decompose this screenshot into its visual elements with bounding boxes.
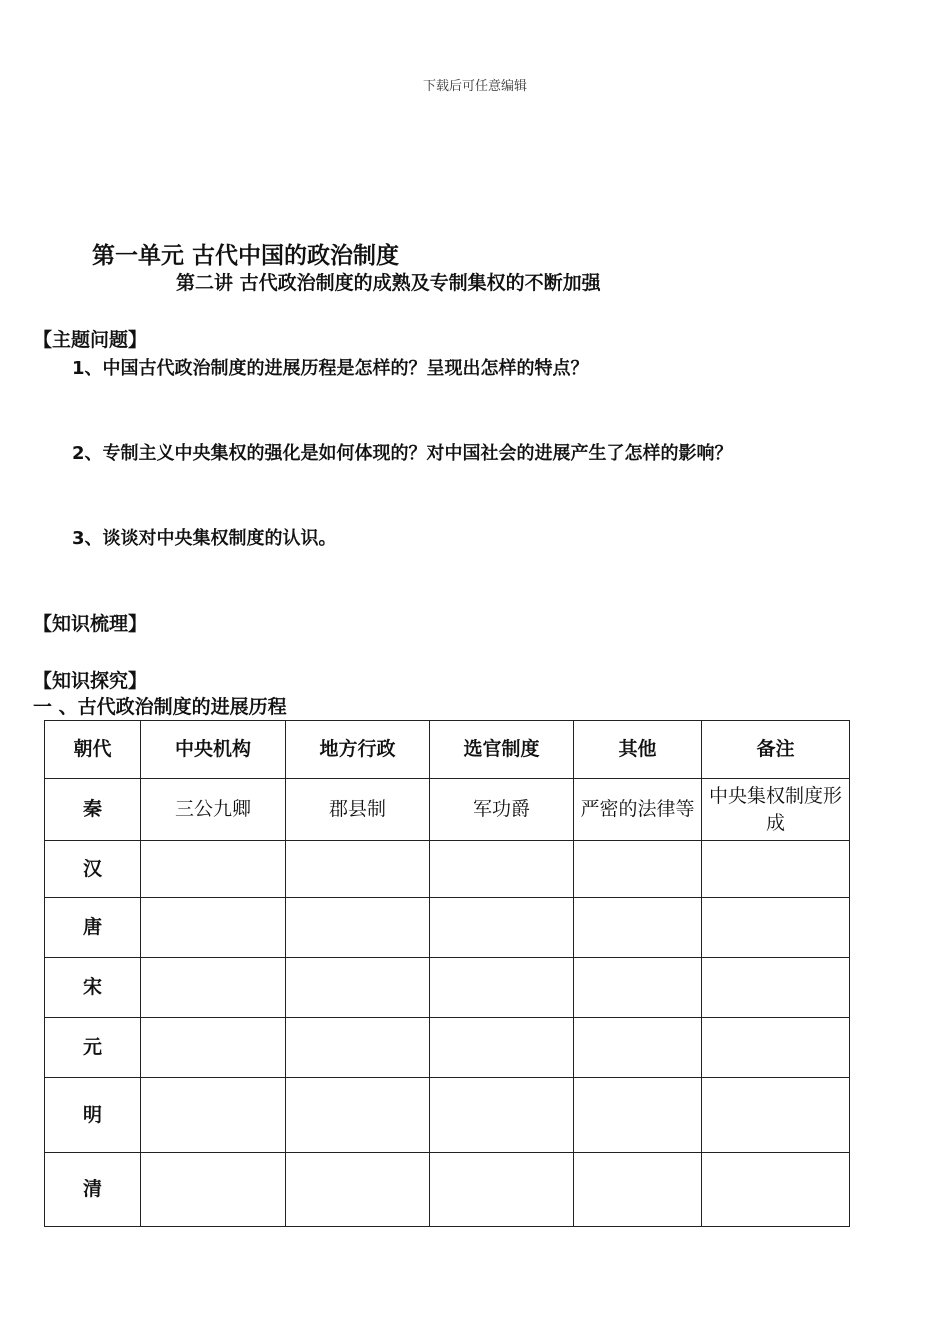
cell-local: [286, 1078, 430, 1153]
header-dynasty: 朝代: [45, 721, 141, 779]
cell-note: [702, 1078, 850, 1153]
cell-note: [702, 1153, 850, 1227]
political-system-table: [44, 720, 850, 1227]
lecture-title: 第二讲 古代政治制度的成熟及专制集权的不断加强: [176, 272, 601, 294]
cell-dynasty: 宋: [45, 958, 141, 1018]
cell-note: [702, 841, 850, 898]
cell-other: 严密的法律等: [574, 779, 702, 841]
cell-dynasty: 汉: [45, 841, 141, 898]
knowledge-review-heading: 【知识梳理】: [33, 613, 148, 635]
table-row: [45, 779, 850, 841]
question-3: 3、谈谈对中央集权制度的认识。: [72, 528, 337, 549]
cell-central: [141, 898, 286, 958]
cell-central: [141, 1153, 286, 1227]
cell-note: 中央集权制度形成: [702, 779, 850, 841]
cell-dynasty: 唐: [45, 898, 141, 958]
table-row: [45, 1078, 850, 1153]
question-2: 2、专制主义中央集权的强化是如何体现的？对中国社会的进展产生了怎样的影响？: [72, 443, 733, 464]
cell-note: [702, 958, 850, 1018]
cell-other: [574, 841, 702, 898]
cell-local: [286, 1153, 430, 1227]
header-note: 下载后可任意编辑: [422, 79, 527, 94]
cell-other: [574, 1018, 702, 1078]
cell-local: 郡县制: [286, 779, 430, 841]
cell-central: [141, 841, 286, 898]
cell-dynasty: 明: [45, 1078, 141, 1153]
header-note: 备注: [702, 721, 850, 779]
cell-selection: [430, 958, 574, 1018]
cell-other: [574, 898, 702, 958]
header-selection: 选官制度: [430, 721, 574, 779]
cell-dynasty: 秦: [45, 779, 141, 841]
subsection-title: 一 、古代政治制度的进展历程: [33, 696, 287, 718]
theme-questions-heading: 【主题问题】: [33, 329, 148, 351]
table-header-row: [45, 721, 850, 779]
cell-local: [286, 1018, 430, 1078]
cell-selection: [430, 1018, 574, 1078]
cell-dynasty: 元: [45, 1018, 141, 1078]
knowledge-explore-heading: 【知识探究】: [33, 670, 148, 692]
question-1: 1、中国古代政治制度的进展历程是怎样的？呈现出怎样的特点？: [72, 358, 589, 379]
cell-note: [702, 898, 850, 958]
cell-selection: 军功爵: [430, 779, 574, 841]
cell-local: [286, 841, 430, 898]
cell-selection: [430, 841, 574, 898]
cell-other: [574, 958, 702, 1018]
cell-local: [286, 958, 430, 1018]
cell-central: [141, 1078, 286, 1153]
unit-title: 第一单元 古代中国的政治制度: [92, 243, 400, 269]
table-row: [45, 1153, 850, 1227]
header-central: 中央机构: [141, 721, 286, 779]
cell-central: [141, 1018, 286, 1078]
header-local: 地方行政: [286, 721, 430, 779]
cell-selection: [430, 1078, 574, 1153]
header-other: 其他: [574, 721, 702, 779]
table-row: [45, 958, 850, 1018]
cell-note: [702, 1018, 850, 1078]
cell-selection: [430, 898, 574, 958]
table-row: [45, 1018, 850, 1078]
cell-selection: [430, 1153, 574, 1227]
cell-other: [574, 1153, 702, 1227]
cell-central: 三公九卿: [141, 779, 286, 841]
cell-local: [286, 898, 430, 958]
table-row: [45, 898, 850, 958]
cell-other: [574, 1078, 702, 1153]
table-row: [45, 841, 850, 898]
cell-dynasty: 清: [45, 1153, 141, 1227]
cell-central: [141, 958, 286, 1018]
